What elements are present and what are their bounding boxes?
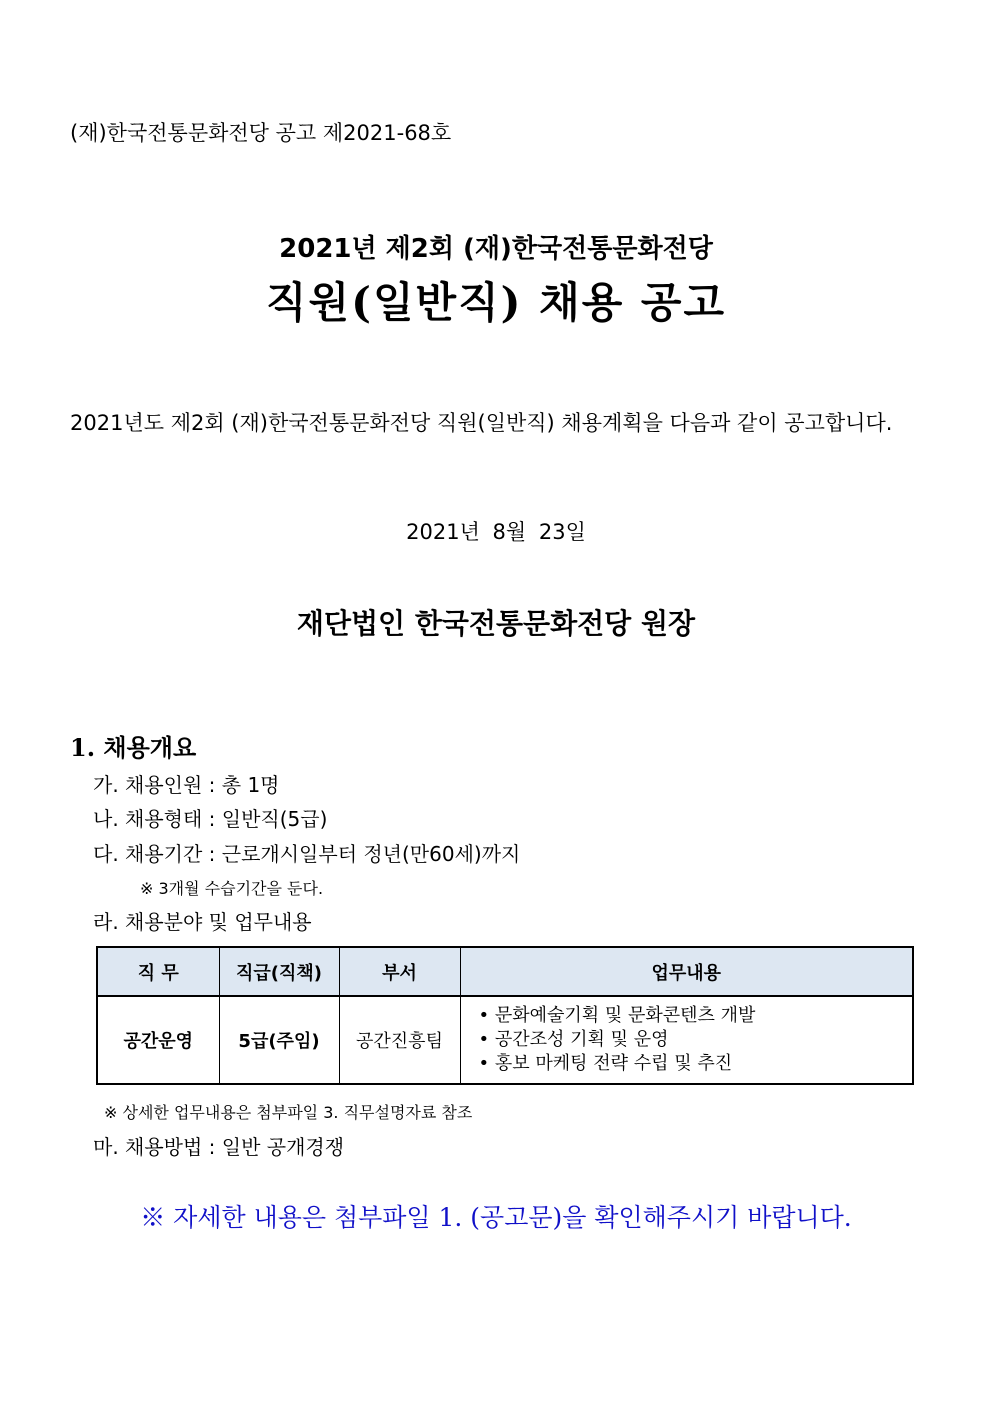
cell-job: 공간운영	[97, 996, 219, 1084]
issuing-organization: 재단법인 한국전통문화전당 원장	[296, 607, 696, 640]
duty-item: • 공간조성 기획 및 운영	[478, 1029, 669, 1050]
title-line-1: 2021년 제2회 (재)한국전통문화전당	[279, 234, 713, 264]
header-department: 부서	[339, 947, 460, 996]
cell-department: 공간진흥팀	[339, 996, 460, 1084]
table-header-row	[97, 947, 913, 996]
intro-paragraph: 2021년도 제2회 (재)한국전통문화전당 직원(일반직) 채용계획을 다음과 같이 공고합니다.	[70, 411, 893, 435]
item-hiring-method: 마. 채용방법 : 일반 공개경쟁	[93, 1135, 345, 1159]
item-headcount: 가. 채용인원 : 총 1명	[93, 773, 280, 797]
notice-number: (재)한국전통문화전당 공고 제2021-68호	[70, 121, 452, 145]
title-line-2: 직원(일반직) 채용 공고	[265, 278, 727, 327]
duty-item: • 홍보 마케팅 전략 수립 및 추진	[478, 1053, 733, 1074]
cell-grade: 5급(주임)	[219, 996, 339, 1084]
notice-date: 2021년 8월 23일	[406, 520, 586, 544]
header-job: 직 무	[97, 947, 219, 996]
table-row	[97, 996, 913, 1084]
header-grade: 직급(직책)	[219, 947, 339, 996]
table-note: ※ 상세한 업무내용은 첨부파일 3. 직무설명자료 참조	[104, 1103, 473, 1122]
probation-note: ※ 3개월 수습기간을 둔다.	[140, 879, 324, 898]
duty-item: • 문화예술기획 및 문화콘텐츠 개발	[478, 1005, 756, 1026]
item-employment-type: 나. 채용형태 : 일반직(5급)	[93, 807, 328, 831]
item-field-and-duties: 라. 채용분야 및 업무내용	[93, 910, 312, 934]
header-duties: 업무내용	[460, 947, 913, 996]
item-employment-period: 다. 채용기간 : 근로개시일부터 정년(만60세)까지	[93, 842, 521, 866]
cell-duties	[460, 996, 913, 1084]
attachment-note: ※ 자세한 내용은 첨부파일 1. (공고문)을 확인해주시기 바랍니다.	[140, 1203, 852, 1232]
section-heading: 1. 채용개요	[70, 733, 197, 762]
jobs-table	[96, 946, 914, 1085]
